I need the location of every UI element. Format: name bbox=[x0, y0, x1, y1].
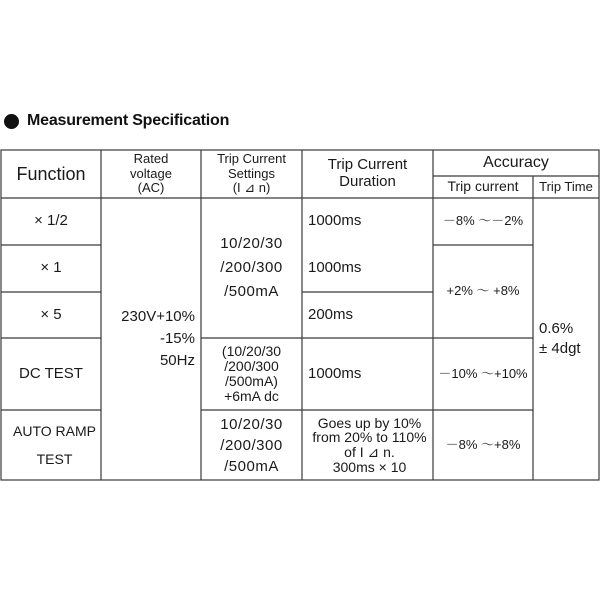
settings-dc-line3: /500mA) bbox=[225, 373, 278, 389]
header-settings-line: Settings bbox=[228, 165, 275, 181]
settings-group1-line2: /200/300 bbox=[220, 259, 283, 276]
accuracy-time-line1: 0.6% bbox=[539, 319, 574, 337]
header-duration-line2: Duration bbox=[339, 173, 396, 190]
header-voltage-line: voltage bbox=[130, 165, 172, 181]
function-auto-ramp-line1: AUTO RAMP bbox=[13, 423, 96, 439]
settings-dc-line1: (10/20/30 bbox=[221, 342, 282, 359]
rated-voltage-line3: 50Hz bbox=[159, 351, 195, 369]
function-cell: × 1/2 bbox=[34, 212, 68, 230]
settings-ramp-line3: /500mA bbox=[224, 457, 279, 475]
rated-voltage-value bbox=[101, 306, 201, 378]
header-ac-line: (AC) bbox=[137, 180, 165, 196]
function-cell: × 1 bbox=[40, 259, 62, 277]
settings-dc bbox=[201, 338, 302, 410]
function-cell: DC TEST bbox=[19, 364, 83, 382]
header-accuracy: Accuracy bbox=[483, 154, 549, 172]
header-rated-voltage bbox=[101, 150, 201, 198]
header-idn-line: (I ⊿ n) bbox=[232, 180, 271, 196]
header-duration-line1: Trip Current bbox=[327, 156, 408, 174]
settings-group1-line1: 10/20/30 bbox=[220, 235, 283, 252]
duration-ramp-line4: 300ms × 10 bbox=[332, 458, 407, 475]
function-auto-ramp-line2: TEST bbox=[36, 451, 73, 467]
duration-ramp-line1: Goes up by 10% bbox=[317, 414, 422, 431]
duration-cell: 1000ms bbox=[308, 364, 362, 382]
accuracy-current-cell: +2% ～ +8% bbox=[446, 283, 520, 299]
accuracy-trip-time bbox=[539, 198, 599, 480]
header-trip-settings bbox=[201, 150, 302, 198]
rated-voltage-line2: -15% bbox=[159, 329, 195, 347]
duration-ramp-line3: of I ⊿ n. bbox=[344, 444, 395, 460]
duration-cell-auto-ramp bbox=[306, 410, 433, 480]
duration-cell: 200ms bbox=[308, 305, 354, 323]
accuracy-current-cell: －10% ～+10% bbox=[438, 365, 528, 381]
header-trip-current-line: Trip Current bbox=[217, 151, 286, 167]
settings-dc-line2: /200/300 bbox=[224, 357, 279, 374]
accuracy-current-cell: －8% ～－2% bbox=[442, 213, 524, 229]
accuracy-time-line2: ± 4dgt bbox=[539, 340, 581, 357]
header-trip-duration bbox=[302, 150, 433, 198]
function-cell: × 5 bbox=[40, 305, 62, 323]
settings-ramp-line2: /200/300 bbox=[220, 436, 283, 454]
settings-dc-line4: +6mA dc bbox=[224, 388, 279, 405]
header-acc-trip-current: Trip current bbox=[447, 178, 519, 195]
settings-ramp-line1: 10/20/30 bbox=[220, 415, 283, 433]
duration-cell: 1000ms bbox=[308, 259, 362, 277]
header-function: Function bbox=[16, 163, 86, 184]
header-acc-trip-time: Trip Time bbox=[539, 178, 593, 194]
rated-voltage-line1: 230V+10% bbox=[121, 308, 195, 325]
settings-group1 bbox=[201, 225, 302, 311]
settings-group1-line3: /500mA bbox=[224, 283, 279, 300]
function-cell-auto-ramp bbox=[8, 410, 101, 480]
header-rated-line: Rated bbox=[133, 151, 169, 167]
accuracy-current-cell: －8% ～+8% bbox=[445, 436, 521, 452]
duration-cell: 1000ms bbox=[308, 212, 362, 230]
settings-ramp bbox=[201, 410, 302, 480]
duration-ramp-line2: from 20% to 110% bbox=[312, 429, 427, 446]
heading-title: Measurement Specification bbox=[27, 112, 230, 129]
